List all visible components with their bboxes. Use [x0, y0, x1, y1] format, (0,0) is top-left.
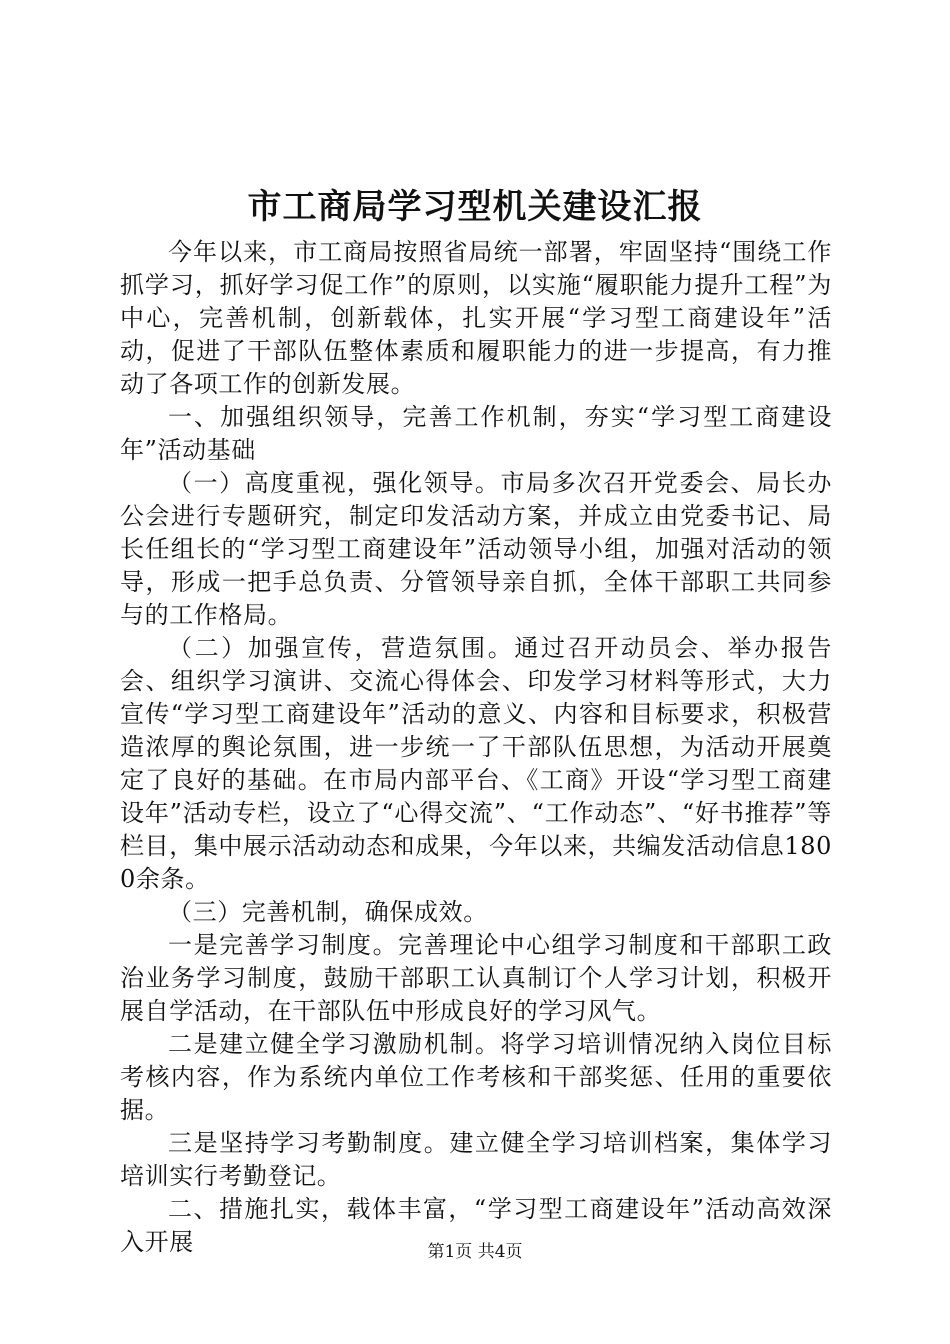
paragraph-subsection-3: （三）完善机制，确保成效。	[168, 898, 488, 926]
document-title: 市工商局学习型机关建设汇报	[247, 187, 703, 227]
section-heading-2: 二、措施扎实，载体丰富，“学习型工商建设年”活动高效深入开展	[120, 1195, 832, 1256]
paragraph-subsection-2: （二）加强宣传，营造氛围。通过召开动员会、举办报告会、组织学习演讲、交流心得体会、印发学习材料等形式，大力宣传“学习型工商建设年”活动的意义、内容和目标要求，积极营造浓厚的舆论氛围，进一步统一了干部队伍思想，为活动开展奠定了良好的基础。在市局内部平台、《工商》开设“学习型工商建设年”活动专栏，设立了“心得交流”、“工作动态”、“好书推荐”等栏目，集中展示活动动态和成果，今年以来，共编发活动信息1800余条。	[120, 634, 832, 893]
paragraph-item-1: 一是完善学习制度。完善理论中心组学习制度和干部职工政治业务学习制度，鼓励干部职工认真制订个人学习计划，积极开展自学活动，在干部队伍中形成良好的学习风气。	[120, 931, 832, 1025]
section-heading-1: 一、加强组织领导，完善工作机制，夯实“学习型工商建设年”活动基础	[120, 403, 832, 464]
document-body	[120, 236, 832, 1259]
paragraph-intro: 今年以来，市工商局按照省局统一部署，牢固坚持“围绕工作抓学习，抓好学习促工作”的原则，以实施“履职能力提升工程”为中心，完善机制，创新载体，扎实开展“学习型工商建设年”活动，促进了干部队伍整体素质和履职能力的进一步提高，有力推动了各项工作的创新发展。	[120, 238, 832, 398]
paragraph-item-2: 二是建立健全学习激励机制。将学习培训情况纳入岗位目标考核内容，作为系统内单位工作考核和干部奖惩、任用的重要依据。	[120, 1030, 832, 1124]
paragraph-subsection-1: （一）高度重视，强化领导。市局多次召开党委会、局长办公会进行专题研究，制定印发活动方案，并成立由党委书记、局长任组长的“学习型工商建设年”活动领导小组，加强对活动的领导，形成一把手总负责、分管领导亲自抓，全体干部职工共同参与的工作格局。	[120, 469, 832, 629]
page-footer: 第1页 共4页	[427, 1242, 523, 1262]
paragraph-item-3: 三是坚持学习考勤制度。建立健全学习培训档案，集体学习培训实行考勤登记。	[120, 1129, 832, 1190]
